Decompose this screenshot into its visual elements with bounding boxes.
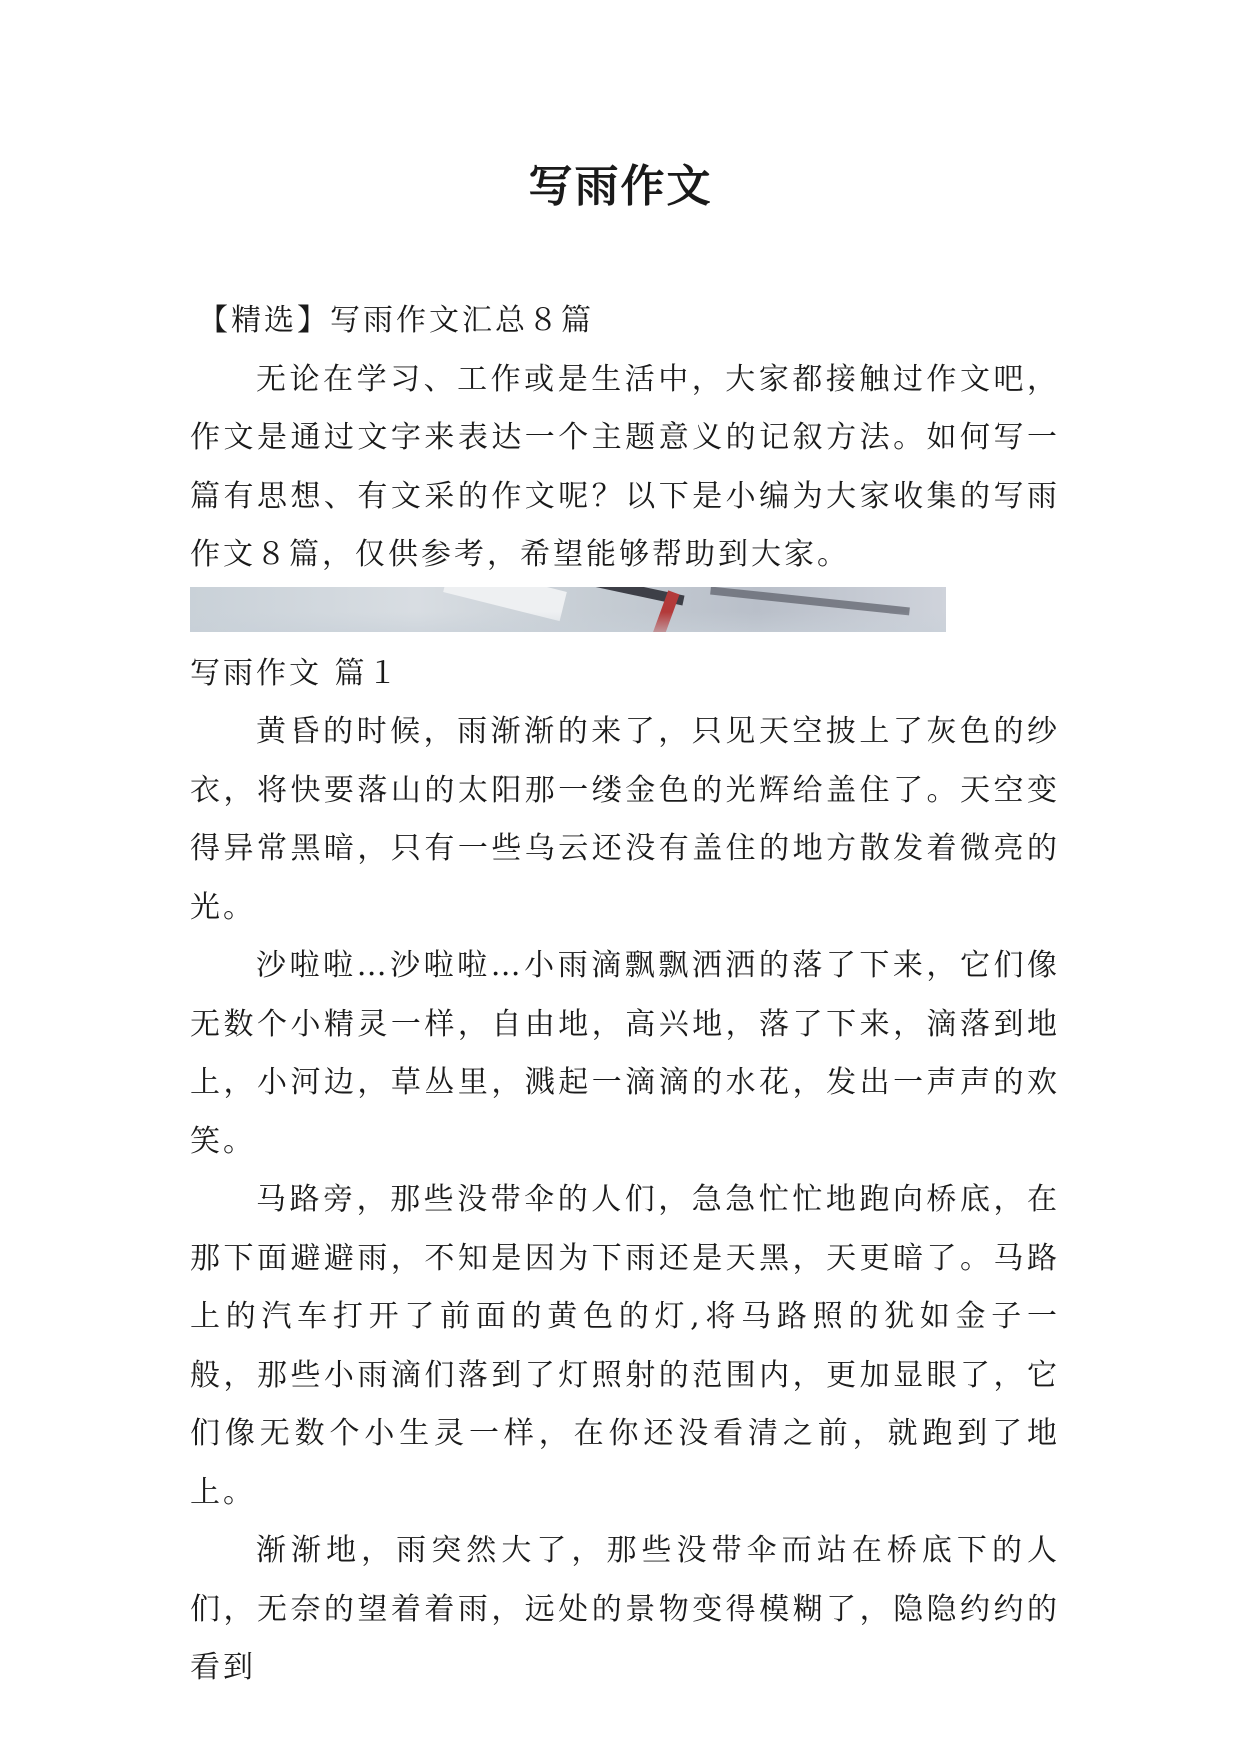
section-heading: 写雨作文 篇１ xyxy=(190,655,401,691)
document-body xyxy=(190,292,1060,1698)
document-title: 写雨作文 xyxy=(528,161,713,212)
document-subtitle: 【精选】写雨作文汇总８篇 xyxy=(198,303,594,338)
body-paragraph-2: 沙啦啦…沙啦啦…小雨滴飘飘洒洒的落了下来，它们像无数个小精灵一样，自由地，高兴地，落了下来，滴落到地上，小河边，草丛里，溅起一滴滴的水花，发出一声声的欢笑。 xyxy=(190,948,1060,1159)
body-paragraph-3: 马路旁，那些没带伞的人们，急急忙忙地跑向桥底，在那下面避避雨，不知是因为下雨还是天黑，天更暗了。马路上的汽车打开了前面的黄色的灯,将马路照的犹如金子一般，那些小雨滴们落到了灯照射的范围内，更加显眼了，它们像无数个小生灵一样，在你还没看清之前，就跑到了地上。 xyxy=(190,1182,1060,1510)
intro-paragraph: 无论在学习、工作或是生活中，大家都接触过作文吧，作文是通过文字来表达一个主题意义的记叙方法。如何写一篇有思想、有文采的作文呢？以下是小编为大家收集的写雨作文８篇，仅供参考，希望能够帮助到大家。 xyxy=(190,361,1060,572)
body-paragraph-1: 黄昏的时候，雨渐渐的来了，只见天空披上了灰色的纱衣，将快要落山的太阳那一缕金色的光辉给盖住了。天空变得异常黑暗，只有一些乌云还没有盖住的地方散发着微亮的光。 xyxy=(190,714,1060,925)
banner-image xyxy=(190,587,946,632)
body-paragraph-4: 渐渐地，雨突然大了，那些没带伞而站在桥底下的人们，无奈的望着着雨，远处的景物变得模糊了，隐隐约约的看到 xyxy=(190,1533,1060,1685)
